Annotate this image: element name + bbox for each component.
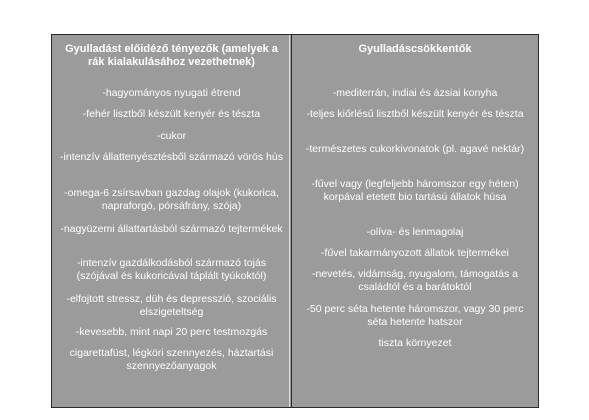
right-item: -természetes cukorkivonatok (pl. agavé nektár) [305,143,525,155]
left-item: -omega-6 zsírsavban gazdag olajok (kukorica, napraforgó, pórsáfrány, szója) [64,187,279,212]
left-item: -cukor [156,130,187,142]
left-item: cigarettafüst, légköri szennyezés, háztartási szennyezőanyagok [69,347,274,372]
right-item: -50 perc séta hetente háromszor, vagy 30 perc séta hetente hatszor [306,303,524,328]
left-item: -elfojtott stressz, düh és depresszió, szociális elszigeteltség [66,293,277,318]
right-column-header: Gyulladáscsökkentők [358,43,472,55]
right-item: -nevetés, vidámság, nyugalom, támogatás a családtól és a barátoktól [311,268,519,293]
inflammation-causes-column [52,35,292,407]
left-item: -intenzív állattenyésztésből származó vörös hús [60,151,283,163]
right-item: -olíva- és lenmagolaj [366,226,464,238]
right-item: -fűvel takarmányozott állatok tejtermékei [321,247,509,259]
right-item: -mediterrán, indiai és ázsiai konyha [332,87,498,99]
left-column-header: Gyulladást előidéző tényezők (amelyek a rák kialakulásához vezethetnek) [65,43,278,68]
left-item: -fehér lisztből készült kenyér és tészta [82,108,261,120]
comparison-table [51,34,539,408]
left-item: -hagyományos nyugati étrend [102,87,241,99]
right-item: -fűvel vagy (legfeljebb háromszor egy héten) korpával etetett bio tartású állatok húsa [311,178,519,203]
left-item: -nagyüzemi állattartásból származó tejtermékek [60,223,283,235]
right-item: -teljes kiőrlésű lisztből készült kenyér és tészta [306,108,524,120]
left-item: -intenzív gazdálkodásból származó tojás (szójával és kukoricával táplált tyúkoktól) [76,257,267,282]
anti-inflammatory-column [292,35,538,407]
right-item: tiszta környezet [378,337,452,349]
left-item: -kevesebb, mint napi 20 perc testmozgás [75,326,268,338]
